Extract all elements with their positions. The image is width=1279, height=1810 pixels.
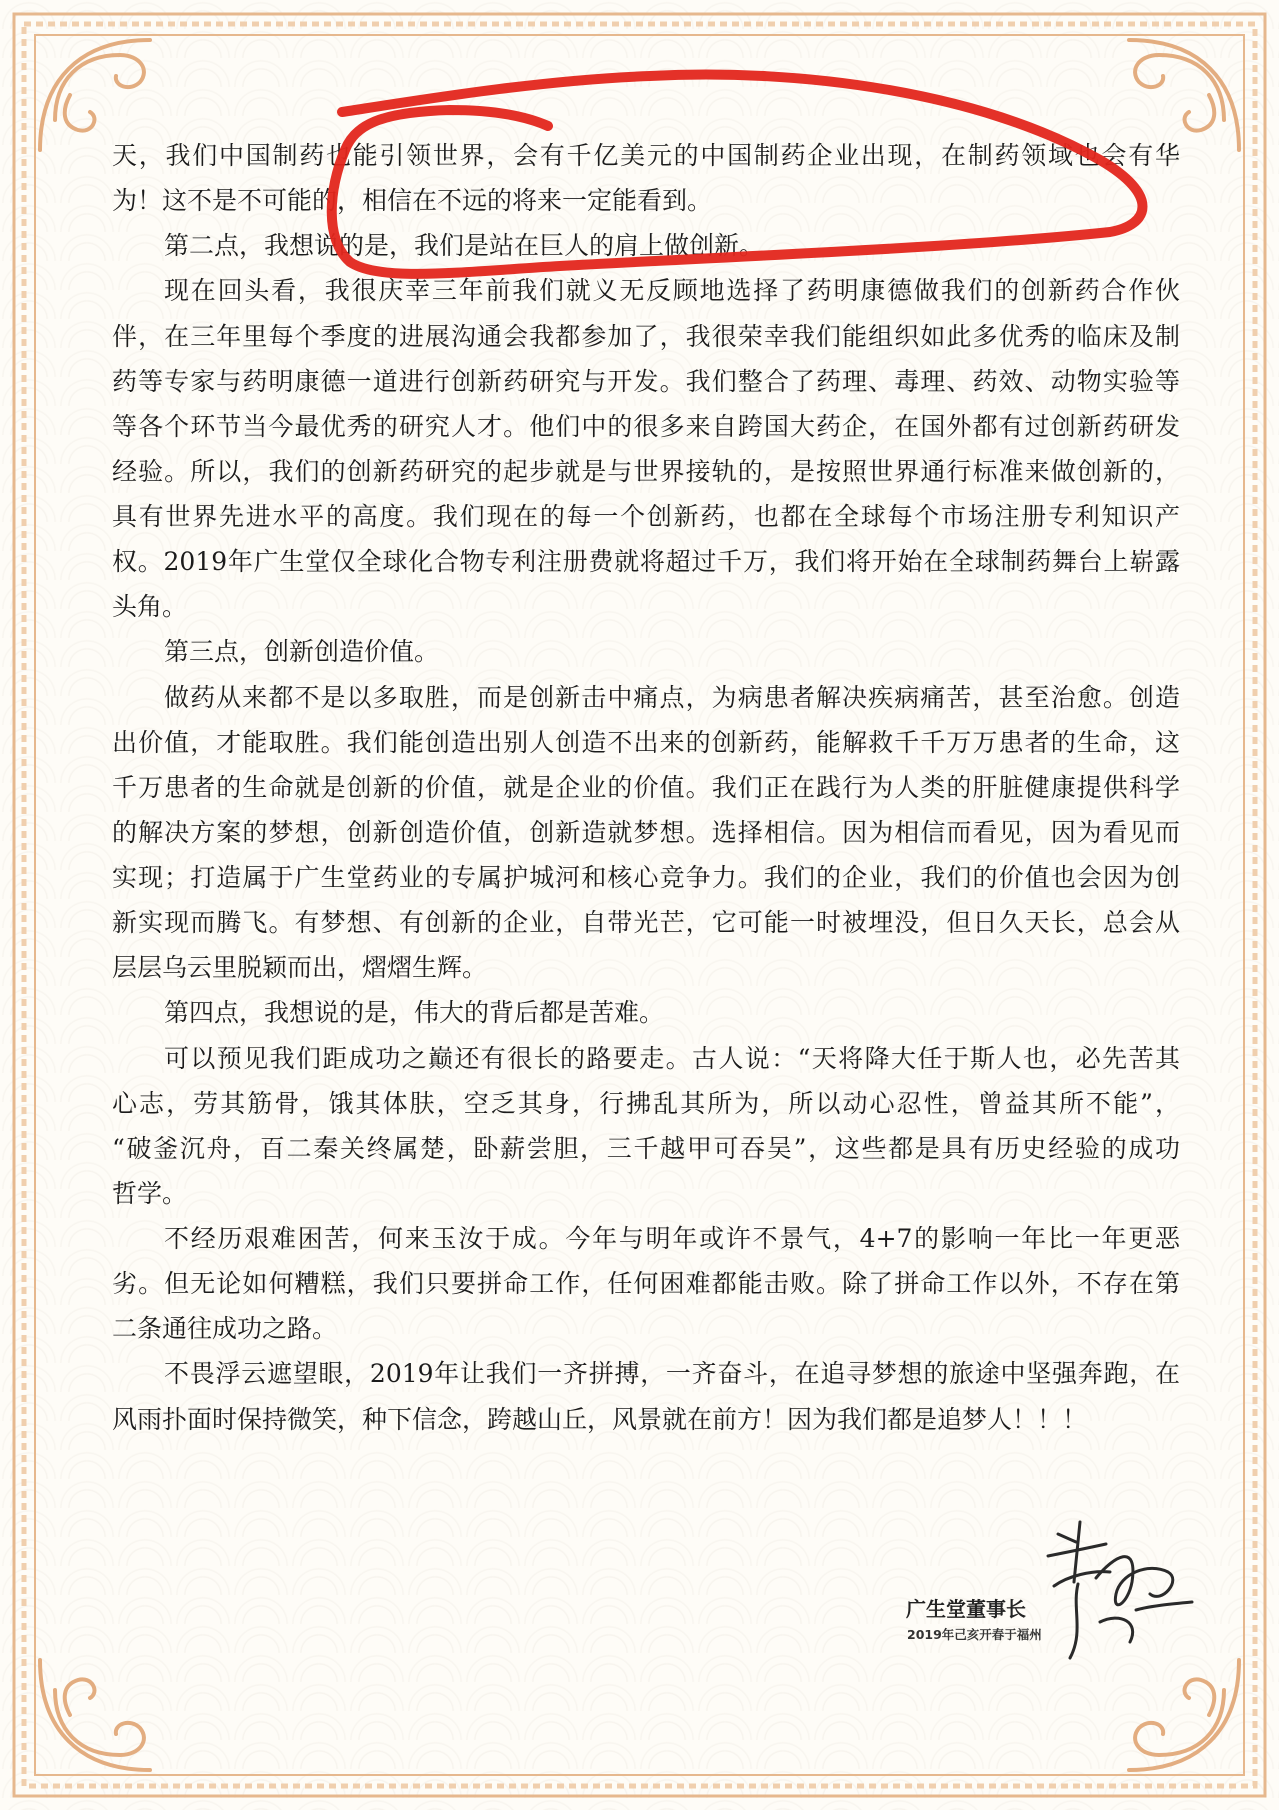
signature-date-place: 2019年己亥开春于福州 (907, 1627, 1042, 1642)
corner-ornament-bottom-left (40, 1660, 150, 1770)
text-line: 风雨扑面时保持微笑，种下信念，跨越山丘，风景就在前方！因为我们都是追梦人！！！ (112, 1404, 1088, 1434)
handwritten-signature (1040, 1512, 1200, 1672)
text-line: 不经历艰难困苦，何来玉汝于成。今年与明年或许不景气，4+7的影响一年比一年更恶 (164, 1224, 1180, 1253)
section-heading-four: 第四点，我想说的是，伟大的背后都是苦难。 (164, 998, 665, 1028)
text-line: 等各个环节当今最优秀的研究人才。他们中的很多来自跨国大药企，在国外都有过创新药研发 (112, 411, 1180, 441)
text-line: 新实现而腾飞。有梦想、有创新的企业，自带光芒，它可能一时被埋没，但日久天长，总会从 (112, 908, 1180, 938)
text-line: 药等专家与药明康德一道进行创新药研究与开发。我们整合了药理、毒理、药效、动物实验等 (112, 366, 1180, 396)
text-line: 伴，在三年里每个季度的进展沟通会我都参加了，我很荣幸我们能组织如此多优秀的临床及制 (112, 321, 1180, 351)
text-line: 为！这不是不可能的，相信在不远的将来一定能看到。 (112, 186, 713, 216)
text-line: 实现；打造属于广生堂药业的专属护城河和核心竞争力。我们的企业，我们的价值也会因为创 (112, 863, 1180, 892)
text-line: 头角。 (112, 592, 188, 622)
text-line: 做药从来都不是以多取胜，而是创新击中痛点，为病患者解决疾病痛苦，甚至治愈。创造 (164, 682, 1180, 712)
section-heading-two: 第二点，我想说的是，我们是站在巨人的肩上做创新。 (164, 231, 765, 261)
text-line: 哲学。 (112, 1178, 188, 1208)
text-line: 心志，劳其筋骨，饿其体肤，空乏其身，行拂乱其所为，所以动心忍性，曾益其所不能”， (112, 1088, 1180, 1118)
text-line: 经验。所以，我们的创新药研究的起步就是与世界接轨的，是按照世界通行标准来做创新的， (112, 456, 1180, 486)
text-line: 权。2019年广生堂仅全球化合物专利注册费就将超过千万，我们将开始在全球制药舞台上崭露 (112, 547, 1180, 577)
text-line: 可以预见我们距成功之巅还有很长的路要走。古人说：“天将降大任于斯人也，必先苦其 (164, 1043, 1180, 1073)
text-line: 具有世界先进水平的高度。我们现在的每一个创新药，也都在全球每个市场注册专利知识产 (112, 502, 1180, 531)
text-line: 天，我们中国制药也能引领世界，会有千亿美元的中国制药企业出现，在制药领域也会有华 (112, 141, 1180, 170)
text-line: “破釜沉舟，百二秦关终属楚，卧薪尝胆，三千越甲可吞吴”，这些都是具有历史经验的成功 (112, 1133, 1180, 1163)
signatory-title: 广生堂董事长 (906, 1597, 1026, 1621)
text-line: 劣。但无论如何糟糕，我们只要拼命工作，任何困难都能击败。除了拼命工作以外，不存在第 (112, 1269, 1180, 1299)
text-line: 不畏浮云遮望眼，2019年让我们一齐拼搏，一齐奋斗，在追寻梦想的旅途中坚强奔跑，在 (164, 1359, 1180, 1389)
text-line: 的解决方案的梦想，创新创造价值，创新造就梦想。选择相信。因为相信而看见，因为看见而 (112, 817, 1180, 847)
text-line: 出价值，才能取胜。我们能创造出别人创造不出来的创新药，能解救千千万万患者的生命，这 (112, 727, 1180, 757)
text-line: 二条通往成功之路。 (112, 1314, 338, 1344)
text-line: 现在回头看，我很庆幸三年前我们就义无反顾地选择了药明康德做我们的创新药合作伙 (164, 276, 1180, 306)
text-line: 层层乌云里脱颖而出，熠熠生辉。 (112, 953, 488, 983)
corner-ornament-bottom-right (1129, 1660, 1239, 1770)
section-heading-three: 第三点，创新创造价值。 (164, 637, 440, 667)
text-line: 千万患者的生命就是创新的价值，就是企业的价值。我们正在践行为人类的肝脏健康提供科学 (112, 772, 1180, 802)
letter-body (112, 133, 1180, 1442)
